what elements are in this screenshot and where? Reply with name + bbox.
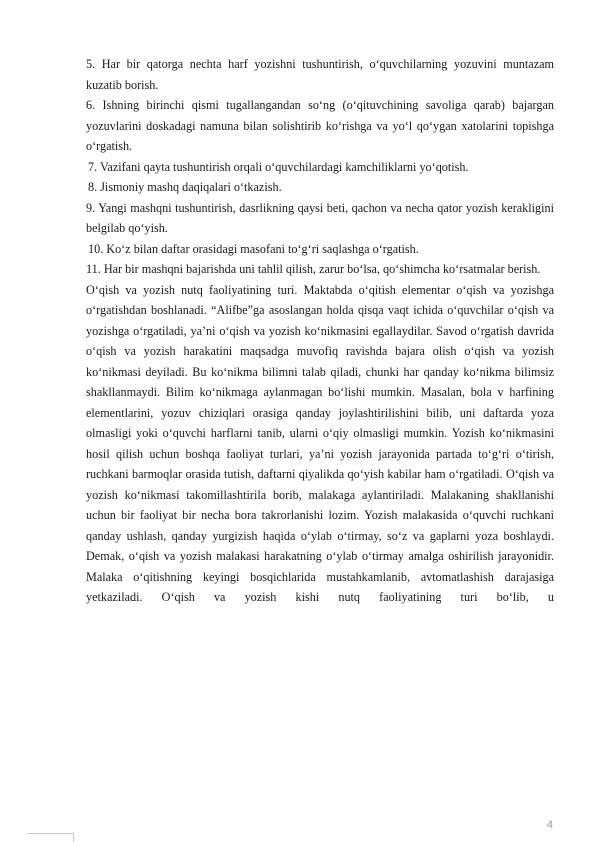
body-text: [86, 54, 554, 608]
paragraph-9: 9. Yangi mashqni tushuntirish, dasrlikning qaysi beti, qachon va necha qator yozish kerakligini belgilab qo‘yish.: [86, 200, 554, 235]
paragraph-8: 8. Jismoniy mashq daqiqalari o‘tkazish.: [88, 180, 282, 194]
paragraph-7: 7. Vazifani qayta tushuntirish orqali o‘quvchilardagi kamchiliklarni yo‘qotish.: [88, 159, 469, 174]
footer-corner-tick: [73, 833, 74, 842]
paragraph-6: 6. Ishning birinchi qismi tugallangandan so‘ng (o‘qituvchining savoliga qarab) bajargan yozuvlarini doskadagi namuna bilan solishtirib ko‘rishga va yo‘l qo‘ygan xatolarini topishga o‘rgatish.: [86, 98, 554, 153]
paragraph-10: 10. Ko‘z bilan daftar orasidagi masofani to‘g‘ri saqlashga o‘rgatish.: [88, 241, 419, 256]
paragraph-11: 11. Har bir mashqni bajarishda uni tahlil qilish, zarur bo‘lsa, qo‘shimcha ko‘rsatmalar berish.: [86, 262, 541, 276]
page-number: 4: [546, 819, 553, 831]
footer-corner-line: [27, 833, 73, 834]
main-paragraph: O‘qish va yozish nutq faoliyatining turi. Maktabda o‘qitish elementar o‘qish va yozishga o‘rgatishdan boshlanadi. “Alifbe”ga asoslangan holda qisqa vaqt ichida o‘quvchilar o‘qish va yozishga o‘rgatiladi, ya’ni o‘qish va yozish ko‘nikmasini egallaydilar. Savod o‘rgatish davrida o‘qish va yozish harakatini maqsadga muvofiq ravishda bajara olish o‘qish va yozish ko‘nikmasi deyiladi. Bu ko‘nikma bilimni talab qiladi, chunki har qanday ko‘nikma bilimsiz shakllanmaydi. Bilim ko‘nikmaga aylanmagan bo‘lishi mumkin. Masalan, bola v harfining elementlarini, yozuv chiziqlari orasiga qanday joylashtirilishini bilib, uni daftarda yoza olmasligi yoki o‘quvchi harflarni tanib, ularni o‘qiy olmasligi mumkin. Yozish ko‘nikmasini hosil qilish uchun boshqa faoliyat turlari, ya’ni yozish jarayonida partada to‘g‘ri o‘tirish, ruchkani barmoqlar orasida tutish, daftarni qiyalikda qo‘yish kabilar ham o‘rgatiladi. O‘qish va yozish ko‘nikmasi takomillashtirila borib, malakaga aylantiriladi. Malakaning shakllanishi uchun bir faoliyat bir necha bora takrorlanishi lozim. Yozish malakasida o‘quvchi ruchkani qanday ushlash, qanday yurgizish haqida o‘ylab o‘tirmay, so‘z va gaplarni yoza boshlaydi. Demak, o‘qish va yozish malakasi harakatning o‘ylab o‘tirmay amalga oshirilish jarayonidir. Malaka o‘qitishning keyingi bosqichlarida mustahkamlanib, avtomatlashish darajasiga yetkaziladi. O‘qish va yozish kishi nutq faoliyatining turi bo‘lib, u: [86, 282, 554, 604]
paragraph-5: 5. Har bir qatorga nechta harf yozishni tushuntirish, o‘quvchilarning yozuvini muntazam kuzatib borish.: [86, 57, 554, 92]
